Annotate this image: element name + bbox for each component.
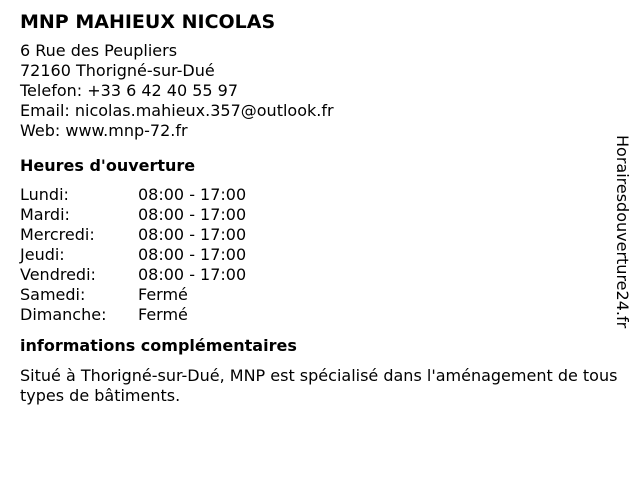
site-watermark: Horairesdouverture24.fr [613,135,632,329]
opening-hours-table [20,185,246,325]
hours-time: Fermé [138,285,188,304]
hours-day: Jeudi: [20,245,65,264]
hours-row-thursday [20,245,246,265]
web-line: Web: www.mnp-72.fr [20,121,188,140]
hours-time: 08:00 - 17:00 [138,245,247,264]
business-name: MNP MAHIEUX NICOLAS [20,11,276,33]
hours-row-sunday [20,305,246,325]
hours-day: Mardi: [20,205,70,224]
hours-row-wednesday [20,225,246,245]
hours-time: Fermé [138,305,188,324]
business-card [20,10,620,406]
hours-row-saturday [20,285,246,305]
hours-time: 08:00 - 17:00 [138,205,247,224]
hours-day: Mercredi: [20,225,95,244]
address-city: 72160 Thorigné-sur-Dué [20,61,215,80]
phone-line: Telefon: +33 6 42 40 55 97 [20,81,239,100]
additional-info-heading: informations complémentaires [20,336,297,355]
additional-info-text: Situé à Thorigné-sur-Dué, MNP est spécialisé dans l'aménagement de tous types de bâtiments. [20,366,618,405]
hours-day: Dimanche: [20,305,107,324]
hours-day: Lundi: [20,185,69,204]
hours-time: 08:00 - 17:00 [138,265,247,284]
opening-hours-heading: Heures d'ouverture [20,156,196,175]
hours-time: 08:00 - 17:00 [138,225,247,244]
hours-row-friday [20,265,246,285]
hours-day: Vendredi: [20,265,96,284]
hours-row-tuesday [20,205,246,225]
hours-time: 08:00 - 17:00 [138,185,247,204]
address-street: 6 Rue des Peupliers [20,41,178,60]
hours-row-monday [20,185,246,205]
email-line: Email: nicolas.mahieux.357@outlook.fr [20,101,334,120]
hours-day: Samedi: [20,285,86,304]
